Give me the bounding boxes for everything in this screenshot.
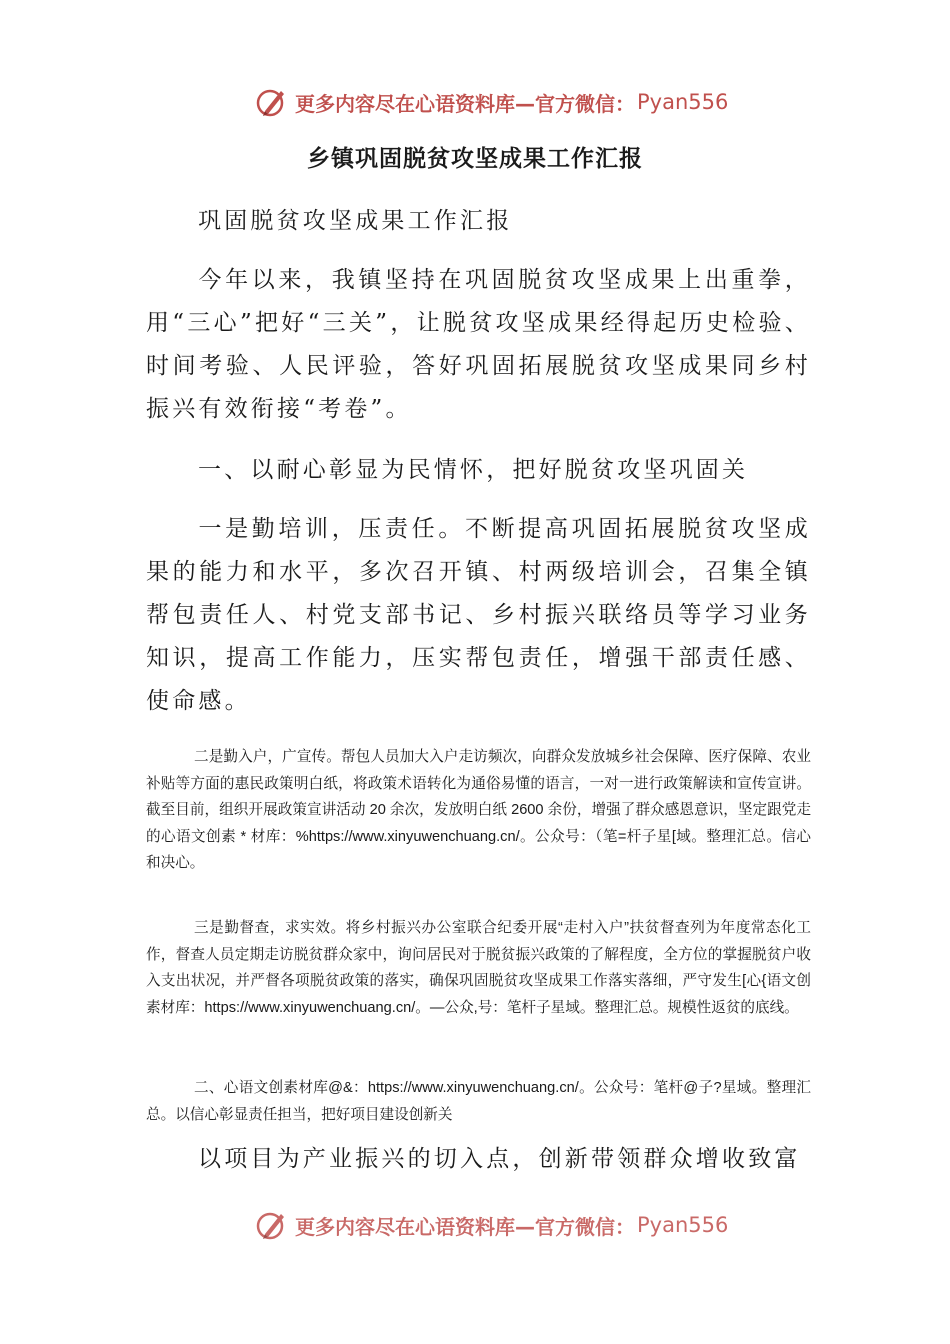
intro-paragraph [146, 259, 811, 431]
page-title: 乡镇巩固脱贫攻坚成果工作汇报 [307, 146, 643, 172]
paragraph-visits: 二是勤入户，广宣传。帮包人员加大入户走访频次，向群众发放城乡社会保障、医疗保障、农业补贴等方面的惠民政策明白纸，将政策术语转化为通俗易懂的语言，一对一进行政策解读和宣传宣讲。截至目前，组织开展政策宣讲活动 20 余次，发放明白纸 2600 余份，增强了群众感恩意识，坚定跟党走的心语文创素 * 材库：%https://www.xinyuwenchuang.cn/。公众号：（笔=杆子星[域。整理汇总。信心和决心。 [146, 749, 811, 871]
paragraph-inspection: 三是勤督查，求实效。将乡村振兴办公室联合纪委开展“走村入户”扶贫督查列为年度常态化工作，督查人员定期走访脱贫群众家中，询问居民对于脱贫振兴政策的了解程度，全方位的掌握脱贫户收入支出状况，并严督各项脱贫政策的落实，确保巩固脱贫攻坚成果工作落实落细，严守发生[心{语文创素材库：https://www.xinyuwenchuang.cn/。—公众,号：笔杆子星域。整理汇总。规模性返贫的底线。 [146, 920, 811, 1016]
pen-logo-icon [255, 85, 289, 119]
pen-logo-icon [255, 1208, 289, 1242]
section-heading-2: 二、心语文创素材库@&：https://www.xinyuwenchuang.cn/。公众号：笔杆@子?星域。整理汇总。以信心彰显责任担当，把好项目建设创新关 [146, 1080, 811, 1123]
banner-wechat-id: Pyan556 [637, 90, 729, 114]
banner-text: 更多内容尽在心语资料库—官方微信： [295, 91, 635, 116]
para1-text: 一是勤培训，压责任。不断提高巩固拓展脱贫攻坚成果的能力和水平，多次召开镇、村两级培训会，召集全镇帮包责任人、村党支部书记、乡村振兴联络员等学习业务知识，提高工作能力，压实帮包责任，增强干部责任感、使命感。 [146, 516, 811, 714]
heading-1-text: 一、以耐心彰显为民情怀，把好脱贫攻坚巩固关 [198, 457, 749, 483]
banner-text: 更多内容尽在心语资料库—官方微信： [295, 1214, 635, 1239]
intro-text: 今年以来，我镇坚持在巩固脱贫攻坚成果上出重拳，用“三心”把好“三关”，让脱贫攻坚成果经得起历史检验、时间考验、人民评验，答好巩固拓展脱贫攻坚成果同乡村振兴有效衔接“考卷”。 [146, 267, 811, 422]
header-watermark-banner [255, 82, 728, 122]
para5-text: 以项目为产业振兴的切入点，创新带领群众增收致富 [198, 1146, 801, 1172]
subtitle-paragraph [146, 200, 811, 243]
paragraph-projects [146, 1138, 811, 1181]
footer-watermark-banner [255, 1205, 728, 1245]
section-heading-1 [146, 449, 811, 492]
paragraph-training [146, 508, 811, 723]
banner-wechat-id: Pyan556 [637, 1213, 729, 1237]
subtitle: 巩固脱贫攻坚成果工作汇报 [198, 208, 513, 234]
